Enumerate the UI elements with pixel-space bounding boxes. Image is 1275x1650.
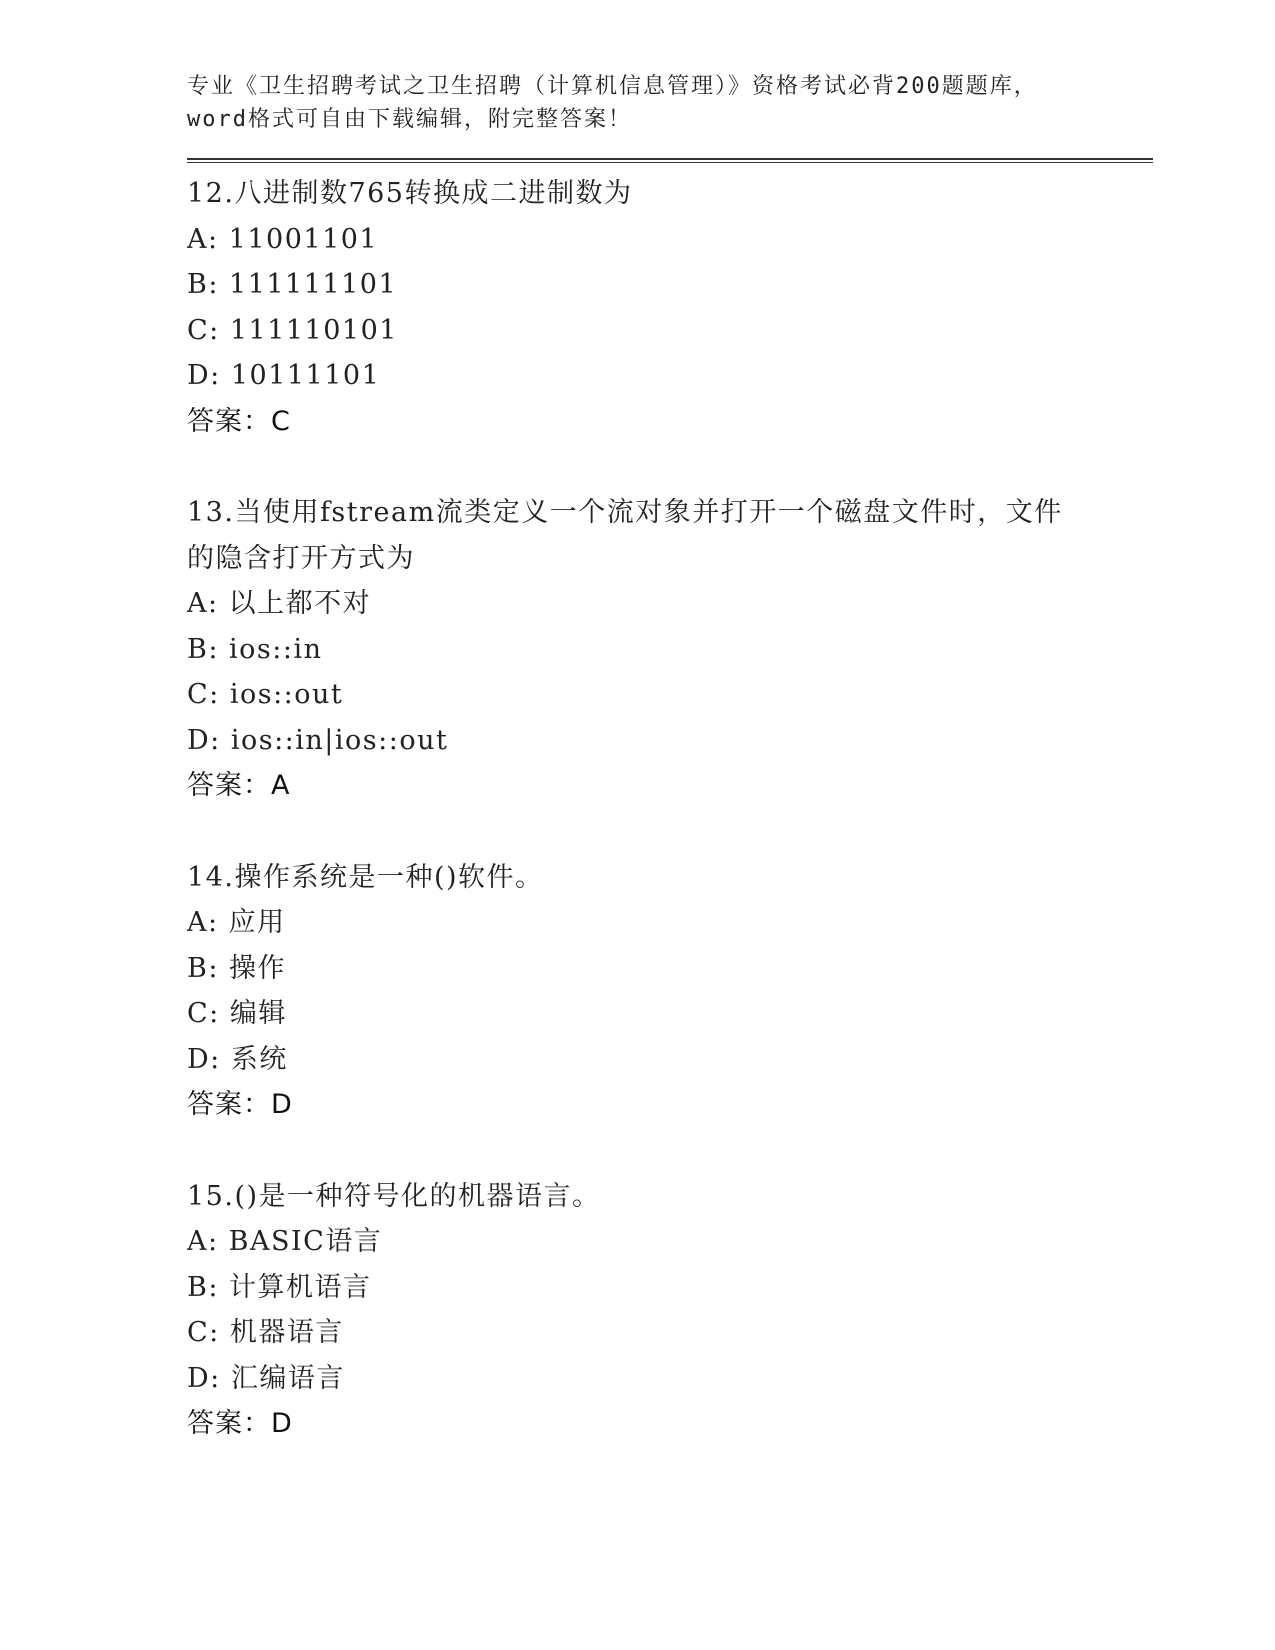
option-b: B: 操作	[187, 952, 287, 984]
document-page	[187, 70, 1147, 1493]
option-b: B: 计算机语言	[187, 1271, 372, 1303]
question-stem: 13.当使用fstream流类定义一个流对象并打开一个磁盘文件时，文件的隐含打开方式为	[187, 497, 1063, 574]
option-a: A: 应用	[187, 907, 286, 938]
option-c: C: 机器语言	[187, 1317, 344, 1348]
document-header	[187, 70, 1147, 136]
question-12	[187, 171, 1147, 444]
question-14	[187, 855, 1147, 1128]
option-b: B: ios::in	[187, 633, 323, 665]
header-line-1: 专业《卫生招聘考试之卫生招聘（计算机信息管理）》资格考试必背200题题库，	[187, 74, 1038, 99]
answer-label: 答案：C	[187, 405, 291, 437]
question-15	[187, 1174, 1147, 1447]
option-d: D: 系统	[187, 1043, 288, 1075]
answer-label: 答案：D	[187, 1089, 293, 1120]
answer-label: 答案：A	[187, 770, 291, 801]
option-c: C: 111110101	[187, 314, 398, 346]
question-stem: 15.()是一种符号化的机器语言。	[187, 1180, 601, 1212]
question-stem: 12.八进制数765转换成二进制数为	[187, 178, 633, 209]
question-stem: 14.操作系统是一种()软件。	[187, 861, 544, 893]
option-c: C: ios::out	[187, 679, 344, 710]
option-d: D: 10111101	[187, 360, 381, 391]
option-d: D: ios::in|ios::out	[187, 724, 449, 756]
option-b: B: 111111101	[187, 269, 398, 300]
question-13	[187, 490, 1147, 809]
answer-label: 答案：D	[187, 1408, 293, 1439]
option-a: A: BASIC语言	[187, 1226, 383, 1257]
option-c: C: 编辑	[187, 998, 287, 1029]
header-divider	[187, 158, 1153, 163]
question-list	[187, 171, 1147, 1447]
option-d: D: 汇编语言	[187, 1362, 345, 1394]
option-a: A: 11001101	[187, 223, 379, 255]
header-line-2: word格式可自由下载编辑，附完整答案！	[187, 107, 632, 132]
option-a: A: 以上都不对	[187, 588, 372, 619]
